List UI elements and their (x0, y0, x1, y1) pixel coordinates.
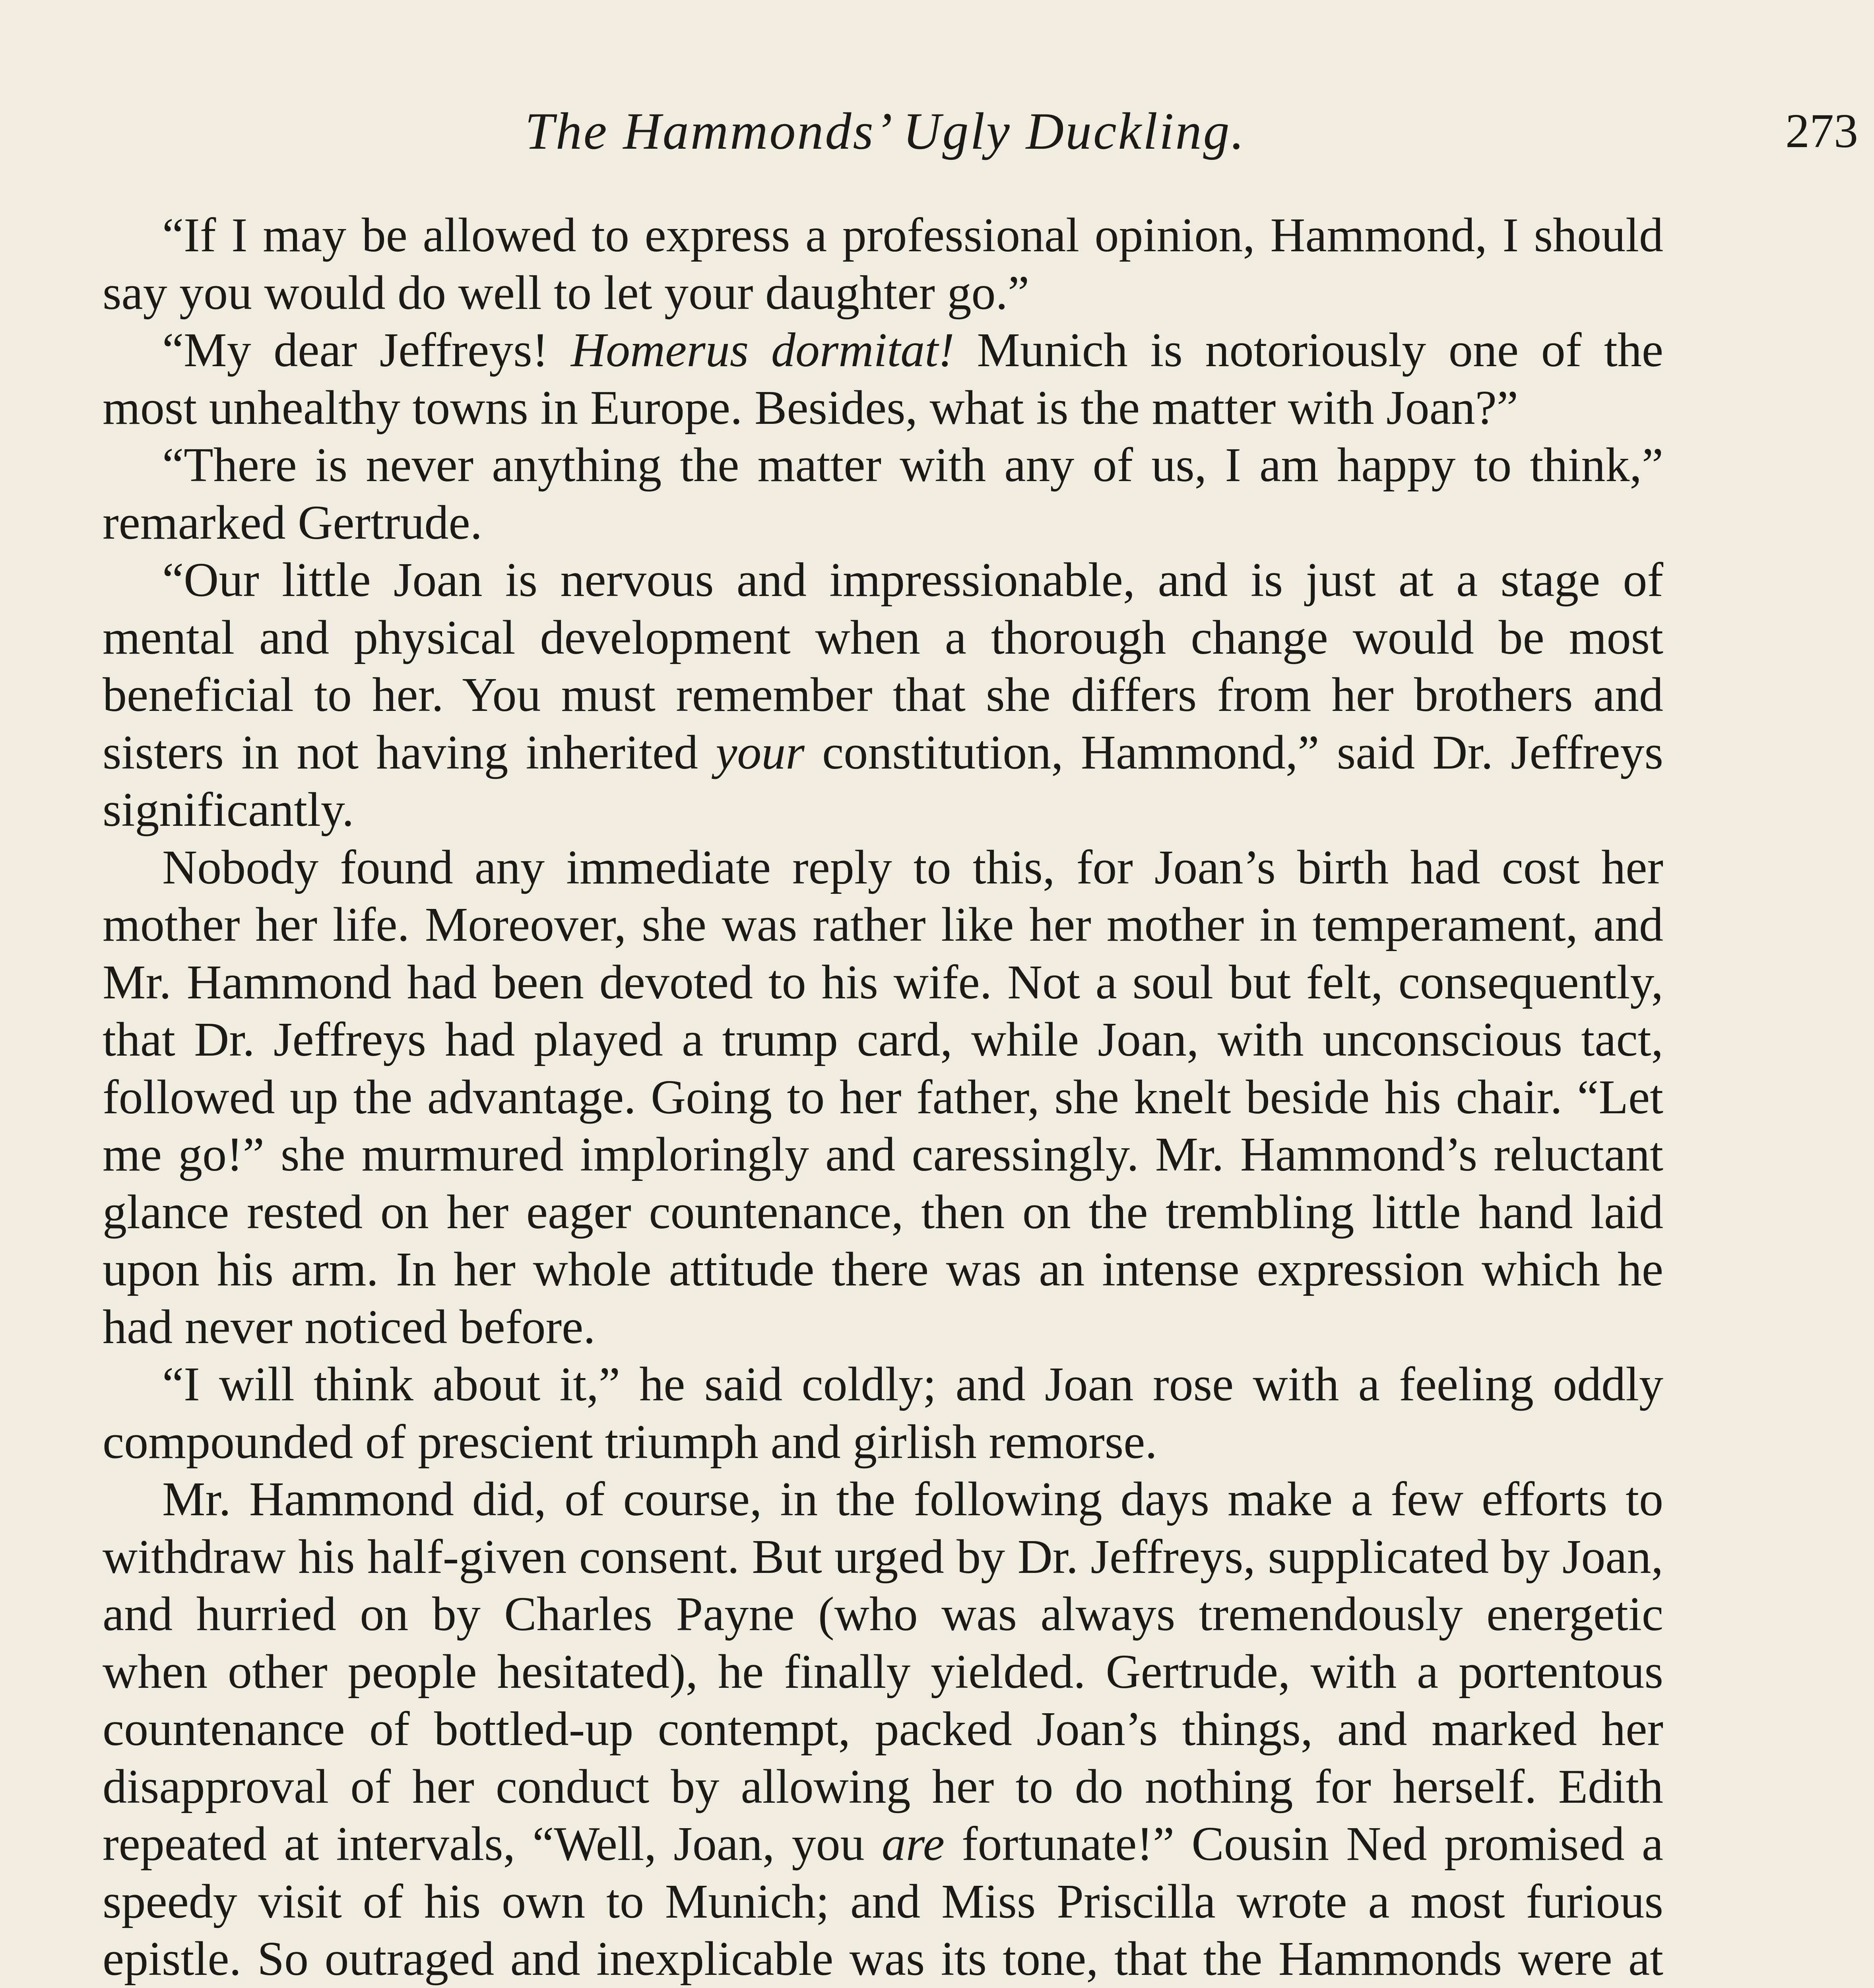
page-number: 273 (1785, 104, 1858, 158)
text-run: fortunate!” Cousin Ned promised a speedy visit of his own to Munich; and Miss Priscilla wrote a most furious epistle. So outraged and inexplicable was its tone, that the Hammonds were at (103, 1817, 1663, 1986)
paragraph (103, 207, 1663, 322)
text-run: “I will think about it,” he said coldly; and Joan rose with a feeling oddly compounded of prescient triumph and girlish remorse. (103, 1357, 1663, 1469)
body-text (103, 207, 1663, 1988)
paragraph (103, 1356, 1663, 1471)
text-run: “If I may be allowed to express a professional opinion, Hammond, I should say you would do well to let your daughter go.” (103, 208, 1663, 320)
italic-run: are (881, 1817, 945, 1871)
text-run: constitution, Hammond,” said Dr. Jeffreys significantly. (103, 725, 1663, 837)
running-head (103, 95, 1858, 167)
paragraph (103, 1471, 1663, 1988)
text-run: Munich is notoriously one of the most unhealthy towns in Europe. Besides, what is the matter with Joan?” (103, 323, 1663, 435)
paragraph (103, 839, 1663, 1356)
paragraph (103, 322, 1663, 437)
italic-run: Homerus dormitat! (570, 323, 954, 377)
italic-run: your (716, 725, 805, 779)
running-title: The Hammonds’ Ugly Duckling. (525, 102, 1246, 160)
text-run: “Our little Joan is nervous and impressionable, and is just at a stage of mental and physical development when a thorough change would be most beneficial to her. You must remember that she differs from her brothers and sisters in not having inherited (103, 553, 1663, 779)
text-run: “My dear Jeffreys! (162, 323, 571, 377)
text-run: Nobody found any immediate reply to this, for Joan’s birth had cost her mother her life. Moreover, she was rather like her mother in temperament, and Mr. Hammond had been devoted to his wife. Not a soul but felt, consequently, that Dr. Jeffreys had played a trump card, while Joan, with unconscious tact, followed up the advantage. Going to her father, she knelt beside his chair. “Let me go!” she murmured imploringly and caressingly. Mr. Hammond’s reluctant glance rested on her eager countenance, then on the trembling little hand laid upon his arm. In her whole attitude there was an intense expression which he had never noticed before. (103, 840, 1663, 1354)
text-run: “There is never anything the matter with any of us, I am happy to think,” remarked Gertrude. (103, 438, 1663, 549)
paragraph (103, 551, 1663, 839)
paragraph (103, 437, 1663, 551)
text-run: Mr. Hammond did, of course, in the following days make a few efforts to withdraw his half-given consent. But urged by Dr. Jeffreys, supplicated by Joan, and hurried on by Charles Payne (who was always tremendously energetic when other people hesitated), he finally yielded. Gertrude, with a portentous countenance of bottled-up contempt, packed Joan’s things, and marked her disapproval of her conduct by allowing her to do nothing for herself. Edith repeated at intervals, “Well, Joan, you (103, 1472, 1663, 1871)
